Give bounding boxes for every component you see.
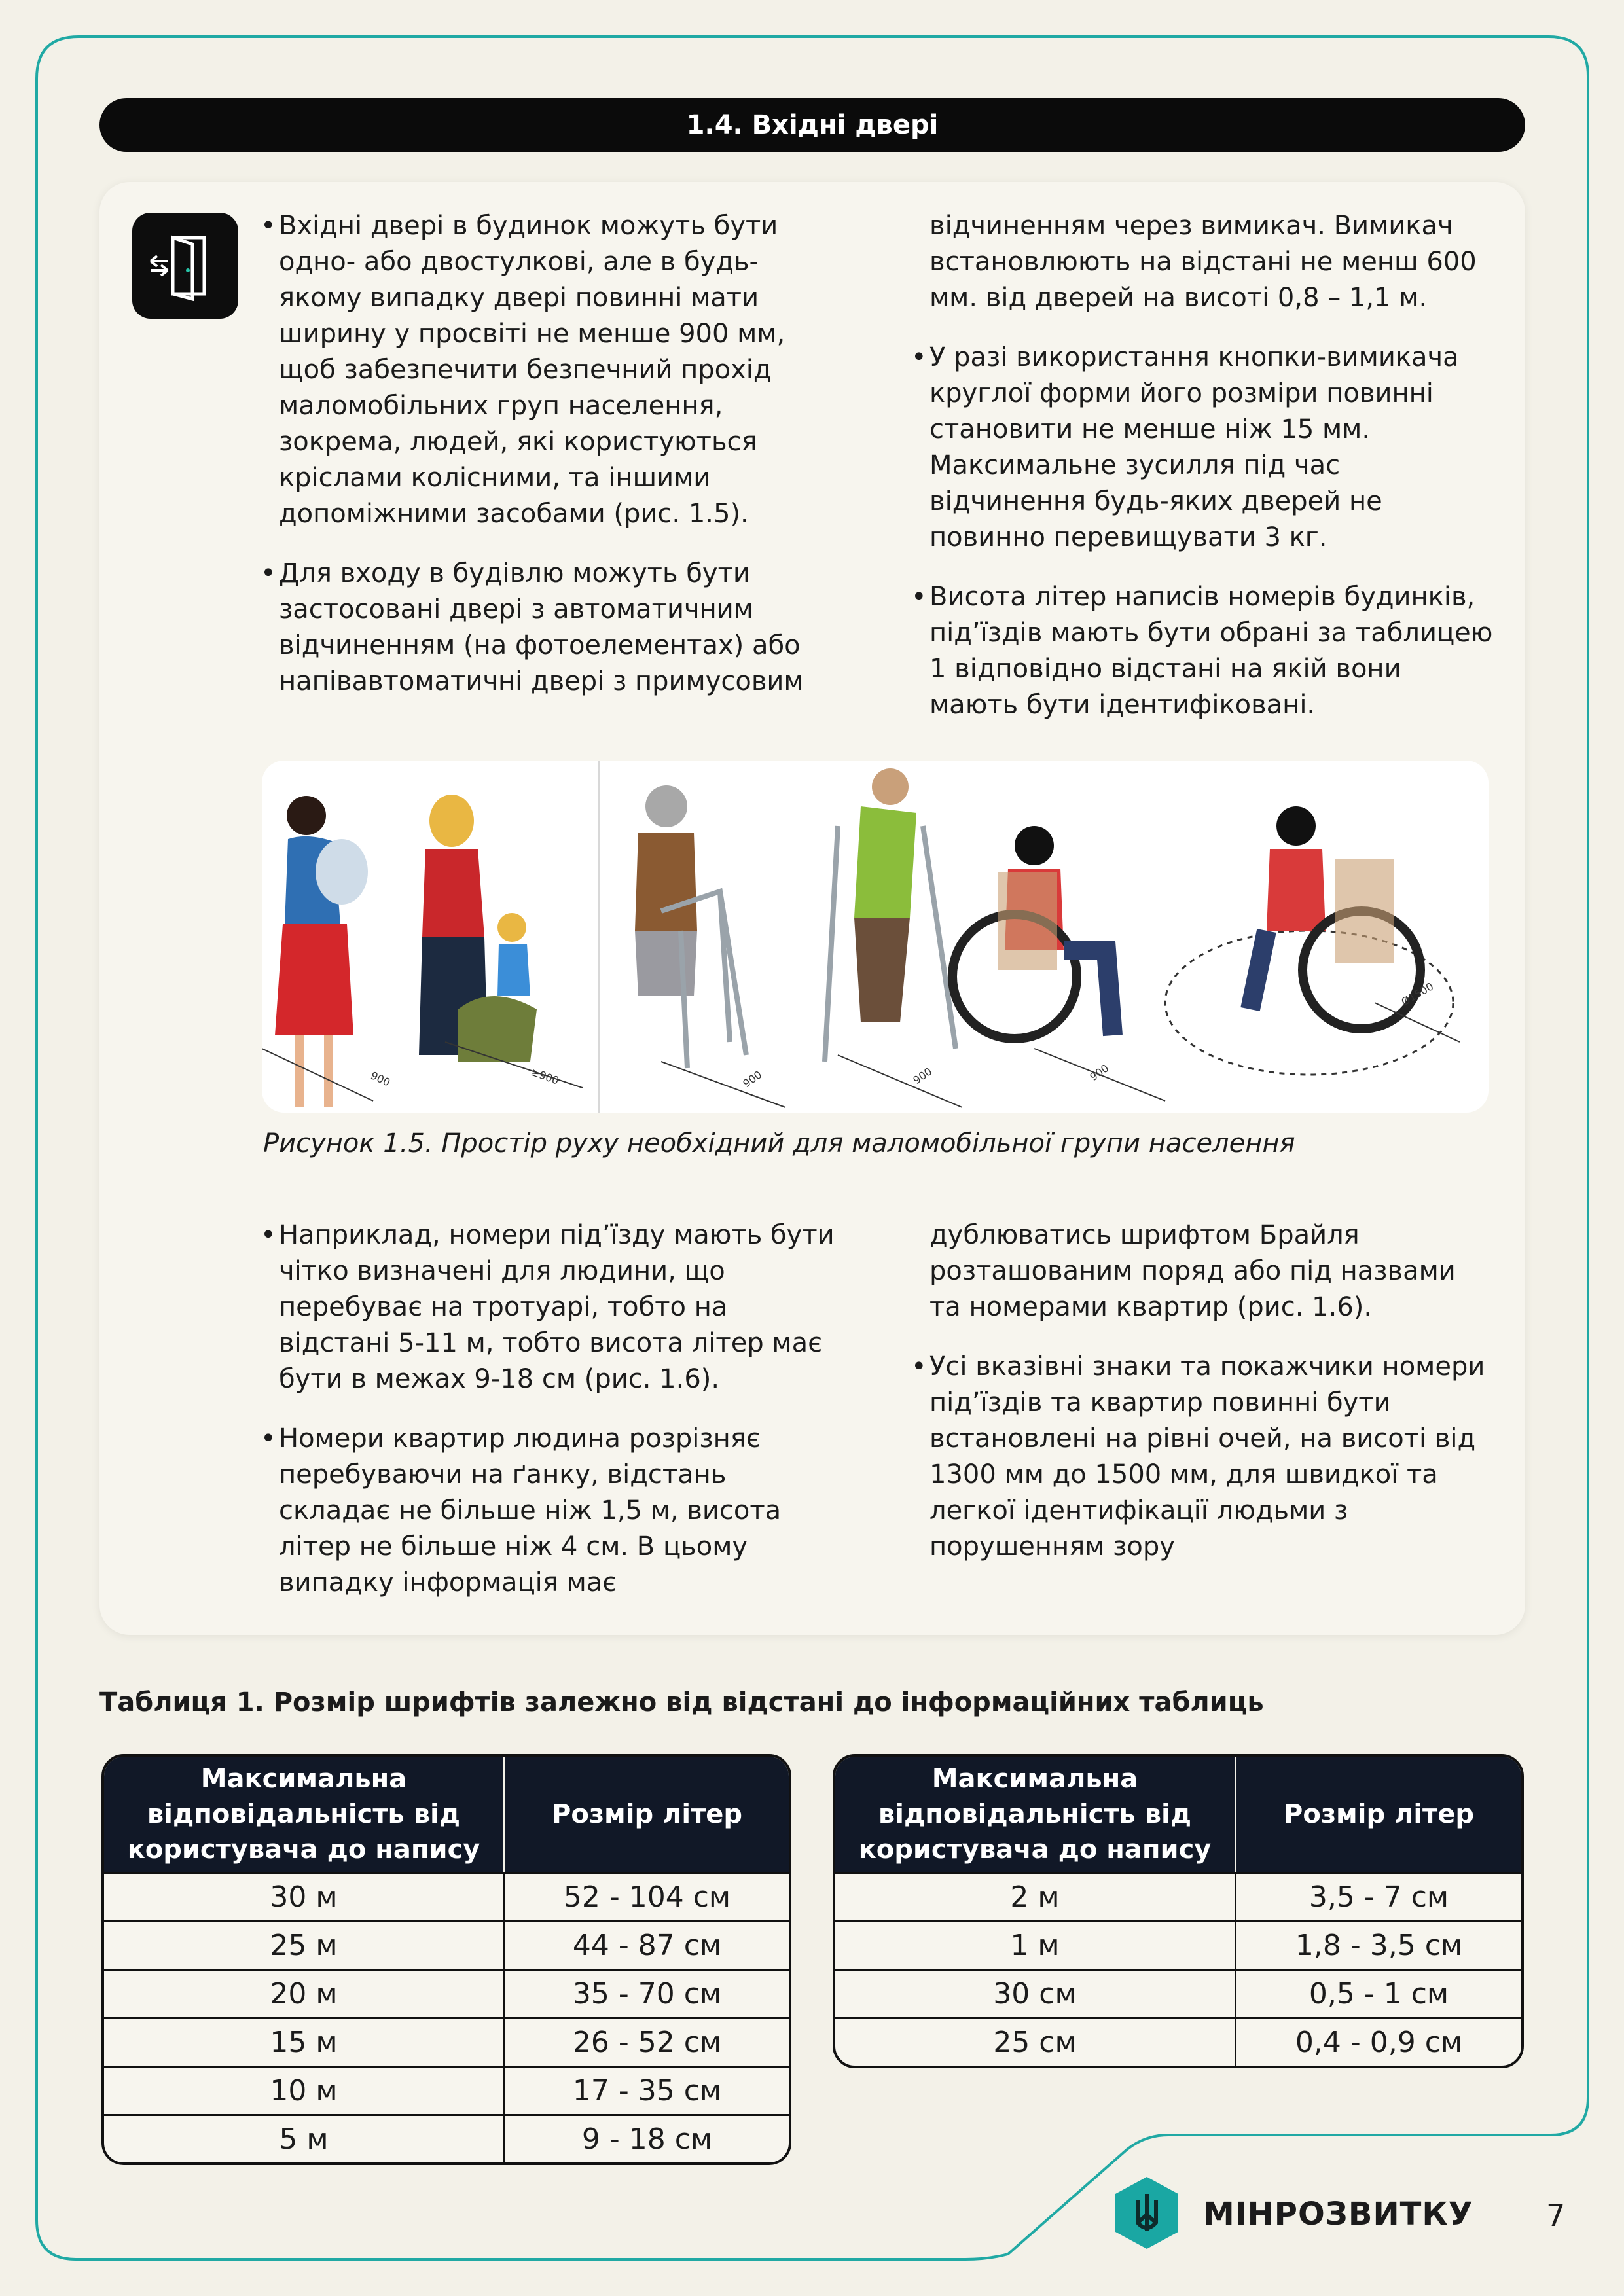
dimension-label: 900	[740, 1068, 765, 1090]
table-row	[104, 2066, 789, 2114]
crutches-illustration	[825, 768, 956, 1062]
table-cell: 30 см	[835, 1969, 1235, 2017]
section-title: 1.4. Вхідні двері	[99, 98, 1525, 152]
wheelchair-turning-illustration	[1165, 806, 1453, 1075]
paragraph-continuation: відчиненням через вимикач. Вимикач встановлюють на відстані не менш 600 мм. від дверей на висоті 0,8 – 1,1 м.	[929, 211, 1477, 313]
figure-illustration	[262, 761, 1489, 1113]
paragraph: • Номери квартир людина розрізняє перебуваючи на ґанку, відстань складає не більше ніж 1,5 м, висота літер не більше ніж 4 см. В цьому випадку інформація має	[261, 1421, 837, 1601]
wheelchair-user-illustration	[952, 826, 1113, 1039]
figure-caption: Рисунок 1.5. Простір руху необхідний для маломобільної групи населення	[263, 1128, 1295, 1158]
table-row	[104, 1872, 789, 1920]
table-header-distance: Максимальна відповідальність від користувача до напису	[835, 1757, 1235, 1872]
table-cell: 9 - 18 см	[503, 2114, 789, 2162]
dimension-label: Ø1500	[1399, 980, 1436, 1009]
table-cell: 20 м	[104, 1969, 503, 2017]
table-cell: 1 м	[835, 1920, 1235, 1969]
table-cell: 25 м	[104, 1920, 503, 1969]
table-cell: 1,8 - 3,5 см	[1235, 1920, 1521, 1969]
table-cell: 5 м	[104, 2114, 503, 2162]
paragraph-continuation: дублюватись шрифтом Брайля розташованим поряд або під назвами та номерами квартир (рис. 1.6).	[929, 1220, 1456, 1322]
paragraph: • Для входу в будівлю можуть бути застосовані двері з автоматичним відчиненням (на фотоелементах) або напівавтоматичні двері з примусовим	[261, 556, 830, 700]
font-size-table-right	[833, 1754, 1524, 2068]
table-cell: 17 - 35 см	[503, 2066, 789, 2114]
woman-child-illustration	[419, 795, 537, 1062]
paragraph: • Висота літер написів номерів будинків, під’їздів мають бути обрані за таблицею 1 відповідно відстані на якій вони мають бути ідентифіковані.	[911, 579, 1494, 723]
table-row	[104, 2114, 789, 2162]
ministry-logo-icon	[1111, 2174, 1182, 2251]
table-row	[835, 2017, 1521, 2066]
table-cell: 15 м	[104, 2017, 503, 2066]
table-header-letter-size: Розмір літер	[503, 1757, 789, 1872]
page-number: 7	[1546, 2198, 1566, 2233]
table-cell: 2 м	[835, 1872, 1235, 1920]
paragraph: • У разі використання кнопки-вимикача круглої форми його розміри повинні становити не менше ніж 15 мм. Максимальне зусилля під час відчинення будь-яких дверей не повинно перевищувати 3 кг.	[911, 340, 1494, 556]
table-cell: 3,5 - 7 см	[1235, 1872, 1521, 1920]
paragraph: • Вхідні двері в будинок можуть бути одно- або двостулкові, але в будь-якому випадку двері повинні мати ширину у просвіті не менше 900 мм, щоб забезпечити безпечний прохід маломобільних груп населення, зокрема, людей, які користуються кріслами колісними, та іншими допоміжними засобами (рис. 1.5).	[261, 208, 830, 532]
table-cell: 10 м	[104, 2066, 503, 2114]
paragraph: • Усі вказівні знаки та покажчики номери під’їздів та квартир повинні бути встановлені на рівні очей, на висоті від 1300 мм до 1500 мм, для швидкої та легкої ідентифікації людьми з порушенням зору	[911, 1349, 1487, 1565]
table-row	[835, 1920, 1521, 1969]
table-row	[835, 1969, 1521, 2017]
dimension-label: 900	[1087, 1062, 1111, 1084]
table-row	[104, 1920, 789, 1969]
brand-name: МІНРОЗВИТКУ	[1203, 2196, 1473, 2233]
table-title: Таблиця 1. Розмір шрифтів залежно від відстані до інформаційних таблиць	[99, 1687, 1264, 1717]
table-header-distance: Максимальна відповідальність від користувача до напису	[104, 1757, 503, 1872]
left-text-column	[261, 208, 830, 723]
dimension-label: ≥900	[529, 1065, 561, 1087]
right-text-column	[911, 208, 1494, 747]
door-icon	[132, 213, 238, 319]
dimension-label: 900	[369, 1069, 393, 1089]
lower-right-text-column	[911, 1217, 1487, 1588]
table-row	[104, 2017, 789, 2066]
table-cell: 52 - 104 см	[503, 1872, 789, 1920]
table-row	[835, 1872, 1521, 1920]
table-cell: 26 - 52 см	[503, 2017, 789, 2066]
paragraph: • Наприклад, номери під’їзду мають бути чітко визначені для людини, що перебуває на тротуарі, тобто на відстані 5-11 м, тобто висота літер має бути в межах 9-18 см (рис. 1.6).	[261, 1217, 837, 1397]
dimension-label: 900	[911, 1065, 935, 1087]
table-cell: 0,5 - 1 см	[1235, 1969, 1521, 2017]
table-header-letter-size: Розмір літер	[1235, 1757, 1521, 1872]
lower-left-text-column	[261, 1217, 837, 1624]
table-cell: 44 - 87 см	[503, 1920, 789, 1969]
table-cell: 30 м	[104, 1872, 503, 1920]
font-size-table-left	[101, 1754, 791, 2165]
table-row	[104, 1969, 789, 2017]
table-cell: 35 - 70 см	[503, 1969, 789, 2017]
table-cell: 25 см	[835, 2017, 1235, 2066]
elderly-walker-illustration	[635, 785, 746, 1068]
table-cell: 0,4 - 0,9 см	[1235, 2017, 1521, 2066]
